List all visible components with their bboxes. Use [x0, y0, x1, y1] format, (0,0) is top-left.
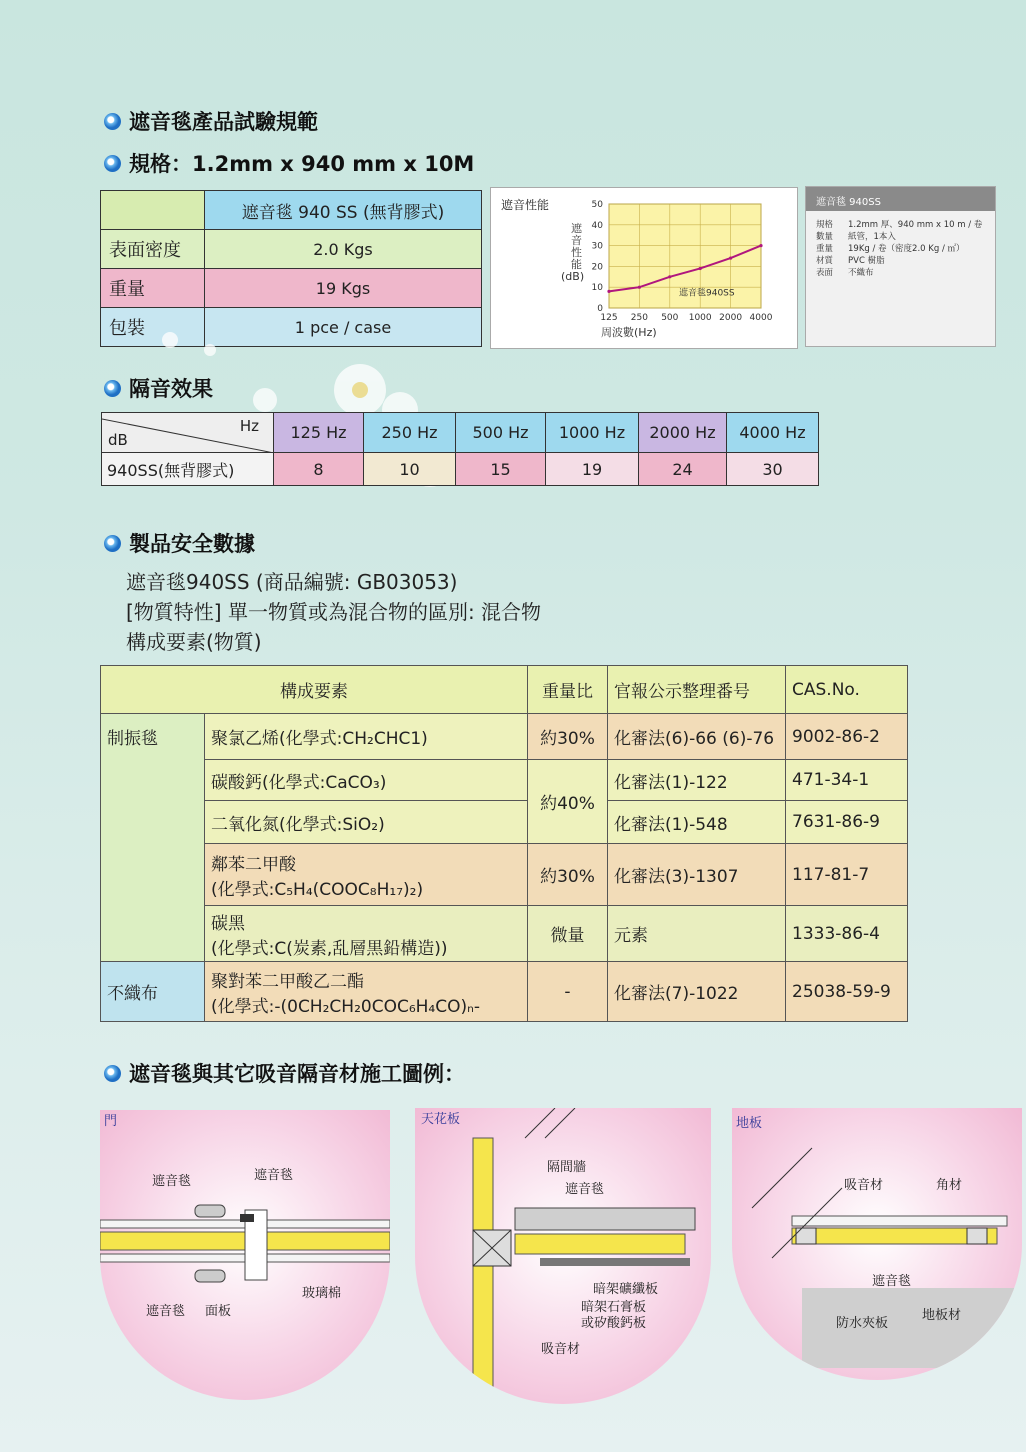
comp-cas: 25038-59-9	[786, 962, 908, 1022]
section-spec	[104, 148, 474, 178]
sound-insulation-chart	[490, 187, 798, 349]
comp-cas: 117-81-7	[786, 844, 908, 906]
floor-drawing	[732, 1108, 1022, 1380]
floor-illustration	[732, 1108, 1022, 1380]
comp-cas: 7631-86-9	[786, 801, 908, 844]
bullet-icon	[104, 113, 121, 130]
bullet-icon	[104, 380, 121, 397]
freq-header: 4000 Hz	[727, 413, 819, 453]
bullet-icon	[104, 535, 121, 552]
comp-no: 化審法(3)-1307	[608, 844, 786, 906]
ceiling-drawing	[415, 1108, 711, 1404]
illus-label: 遮音毯	[254, 1168, 294, 1183]
comp-name: 二氧化氮(化學式:SiO₂)	[205, 801, 528, 844]
comp-ratio: 約30%	[528, 714, 608, 760]
bullet-icon	[104, 1065, 121, 1082]
section-title: 隔音效果	[129, 377, 213, 401]
spec-label: 包裝	[101, 308, 205, 347]
chart-x-tick: 500	[661, 313, 679, 323]
chart-x-tick: 2000	[719, 313, 743, 323]
comp-name-line: 碳黑	[211, 913, 245, 934]
info-key: 表面	[816, 268, 834, 278]
freq-corner-cell	[102, 413, 274, 453]
spec-value: 19 Kgs	[205, 269, 482, 308]
illus-label: 防水夾板	[836, 1316, 889, 1331]
comp-name	[205, 962, 528, 1022]
spec-corner-cell	[101, 191, 205, 230]
comp-name	[205, 844, 528, 906]
illus-label: 吸音材	[541, 1342, 581, 1357]
info-value: 19Kg / 卷（密度2.0 Kg / ㎡）	[848, 244, 965, 254]
comp-header: CAS.No.	[786, 666, 908, 714]
illus-label: 玻璃棉	[302, 1286, 342, 1301]
chart-series-label: 遮音毯940SS	[679, 288, 735, 299]
comp-name-line: (化學式:C(炭素,乱層黒鉛構造))	[211, 938, 448, 959]
info-value: 1.2mm 厚、940 mm x 10 m / 卷	[848, 220, 983, 230]
chart-point	[607, 290, 610, 293]
info-key: 重量	[816, 244, 834, 254]
illus-title: 門	[104, 1114, 118, 1129]
chart-y-tick: 0	[597, 304, 603, 314]
freq-header: 1000 Hz	[546, 413, 639, 453]
chart-y-tick: 40	[591, 220, 603, 231]
illus-title: 地板	[736, 1116, 763, 1131]
chart-point	[699, 267, 702, 270]
info-row	[806, 243, 995, 255]
info-value: PVC 樹脂	[848, 256, 885, 266]
comp-no: 化審法(6)-66 (6)-76	[608, 714, 786, 760]
comp-no: 元素	[608, 906, 786, 962]
info-row	[806, 267, 995, 279]
chart-caption: 遮音性能	[501, 198, 550, 212]
section-title: 製品安全數據	[129, 532, 255, 556]
freq-value: 10	[364, 453, 456, 486]
freq-header: 125 Hz	[274, 413, 364, 453]
chart-point	[638, 286, 641, 289]
freq-value: 24	[639, 453, 727, 486]
chart-x-tick: 1000	[688, 313, 712, 323]
comp-name: 碳酸鈣(化學式:CaCO₃)	[205, 760, 528, 801]
illus-label: 吸音材	[844, 1178, 884, 1193]
section-test-spec	[104, 106, 318, 136]
comp-ratio: 微量	[528, 906, 608, 962]
comp-group: 制振毯	[101, 714, 205, 962]
desc-line: 遮音毯940SS (商品編號: GB03053)	[126, 570, 458, 594]
comp-no: 化審法(1)-548	[608, 801, 786, 844]
freq-value: 30	[727, 453, 819, 486]
composition-table	[100, 665, 908, 1022]
chart-y-tick: 30	[591, 241, 603, 252]
section-safety	[104, 528, 255, 558]
chart-point	[759, 244, 762, 247]
section-title: 規格：1.2mm x 940 mm x 10M	[129, 152, 475, 176]
comp-no: 化審法(7)-1022	[608, 962, 786, 1022]
info-key: 數量	[816, 232, 834, 242]
chart-y-tick: 20	[591, 262, 603, 273]
comp-ratio: 約40%	[528, 760, 608, 844]
chart-point	[729, 256, 732, 259]
comp-cas: 471-34-1	[786, 760, 908, 801]
illus-label: 隔間牆	[547, 1160, 587, 1175]
freq-header: 250 Hz	[364, 413, 456, 453]
product-info-box	[805, 186, 996, 347]
freq-value: 8	[274, 453, 364, 486]
info-row	[806, 231, 995, 243]
spec-label: 重量	[101, 269, 205, 308]
door-drawing	[100, 1110, 390, 1400]
illus-label: 或矽酸鈣板	[581, 1316, 647, 1331]
comp-name	[205, 906, 528, 962]
illus-label: 面板	[205, 1304, 232, 1319]
illus-label: 遮音毯	[872, 1274, 912, 1289]
spec-header: 遮音毯 940 SS (無背膠式)	[205, 191, 482, 230]
chart-point	[668, 275, 671, 278]
chart-x-label: 周波數(Hz)	[601, 326, 657, 339]
info-key: 材質	[816, 256, 834, 266]
comp-name-line: (化學式:-(0CH₂CH₂0COC₆H₄CO)ₙ-	[211, 996, 481, 1017]
comp-header: 重量比	[528, 666, 608, 714]
frequency-table	[101, 412, 819, 486]
freq-header: 500 Hz	[456, 413, 546, 453]
section-title: 遮音毯產品試驗規範	[129, 110, 318, 134]
freq-value: 15	[456, 453, 546, 486]
chart-x-tick: 125	[600, 313, 618, 323]
comp-name-line: (化學式:C₅H₄(COOC₈H₁₇)₂)	[211, 879, 424, 900]
chart-x-tick: 4000	[749, 313, 773, 323]
info-value: 不織布	[848, 268, 874, 278]
info-row	[806, 255, 995, 267]
comp-cas: 1333-86-4	[786, 906, 908, 962]
illus-title: 天花板	[421, 1112, 461, 1127]
comp-header: 構成要素	[101, 666, 528, 714]
desc-line: [物質特性] 單一物質或為混合物的區別: 混合物	[126, 600, 542, 624]
comp-ratio: -	[528, 962, 608, 1022]
comp-header: 官報公示整理番号	[608, 666, 786, 714]
illus-label: 暗架礦纖板	[593, 1282, 659, 1297]
comp-group: 不織布	[101, 962, 205, 1022]
comp-no: 化審法(1)-122	[608, 760, 786, 801]
corner-hz: Hz	[239, 417, 259, 435]
info-row	[806, 219, 995, 231]
ceiling-illustration	[415, 1108, 711, 1404]
illus-label: 角材	[936, 1178, 963, 1193]
corner-db: dB	[108, 431, 128, 449]
chart-x-tick: 250	[630, 313, 648, 323]
section-title: 遮音毯與其它吸音隔音材施工圖例：	[129, 1062, 465, 1086]
comp-name: 聚氯乙烯(化學式:CH₂CHC1)	[205, 714, 528, 760]
section-sound-effect	[104, 373, 213, 403]
spec-label: 表面密度	[101, 230, 205, 269]
chart-y-label: 遮音性能(dB)	[561, 222, 585, 283]
info-box-title: 遮音毯 940SS	[806, 187, 995, 211]
door-illustration	[100, 1110, 390, 1400]
illus-label: 遮音毯	[146, 1304, 186, 1319]
chart-y-tick: 50	[591, 200, 603, 210]
comp-name-line: 聚對苯二甲酸乙二酯	[211, 971, 364, 992]
spec-value: 1 pce / case	[205, 308, 482, 347]
illus-label: 遮音毯	[565, 1182, 605, 1197]
freq-value: 19	[546, 453, 639, 486]
illus-label: 地板材	[922, 1308, 962, 1323]
info-key: 規格	[816, 220, 834, 230]
bullet-icon	[104, 155, 121, 172]
section-install	[104, 1058, 465, 1088]
spec-value: 2.0 Kgs	[205, 230, 482, 269]
comp-ratio: 約30%	[528, 844, 608, 906]
chart-y-tick: 10	[591, 283, 603, 294]
illus-label: 遮音毯	[152, 1174, 192, 1189]
info-value: 紙管，1本入	[848, 232, 896, 242]
freq-header: 2000 Hz	[639, 413, 727, 453]
desc-line: 構成要素(物質)	[126, 630, 262, 654]
comp-name-line: 鄰苯二甲酸	[211, 854, 296, 875]
chart-svg	[491, 188, 799, 350]
illus-label: 暗架石膏板	[581, 1300, 647, 1315]
comp-cas: 9002-86-2	[786, 714, 908, 760]
freq-row-label: 940SS(無背膠式)	[102, 453, 274, 486]
